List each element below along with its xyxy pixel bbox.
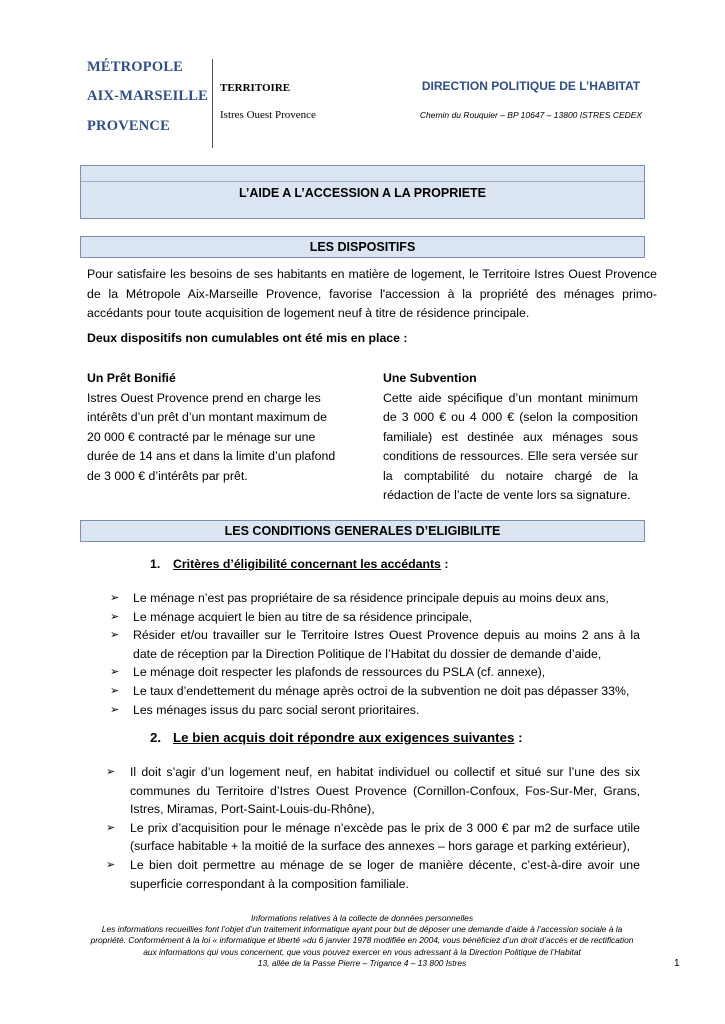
- org-name-line-3: PROVENCE: [87, 118, 170, 134]
- list-item: [110, 589, 640, 608]
- territory-name: Istres Ouest Provence: [220, 109, 316, 121]
- criteria-1-title: Critères d’éligibilité concernant les accédants: [173, 557, 441, 571]
- pret-bonifie-text: Istres Ouest Provence prend en charge les intérêts d’un prêt d’un montant maximum de 20 000 € contracté par le ménage sur une durée de 14 ans et dans la limite d’un plafond de 3 000 € d’intérêts par prêt.: [87, 390, 336, 483]
- list-item: [110, 682, 640, 701]
- two-devices-note: Deux dispositifs non cumulables ont été mis en place :: [87, 331, 408, 345]
- list-item: [110, 626, 640, 663]
- subvention-block: [383, 369, 638, 506]
- arrow-bullet-icon: ➢: [110, 610, 120, 623]
- criteria-2-suffix: :: [514, 730, 523, 745]
- arrow-bullet-icon: ➢: [110, 629, 120, 642]
- arrow-bullet-icon: ➢: [110, 592, 120, 604]
- list-item: [110, 701, 640, 720]
- section-conditions-header: [80, 520, 645, 542]
- arrow-bullet-icon: ➢: [110, 666, 120, 679]
- footer-heading: Informations relatives à la collecte de données personnelles: [250, 913, 474, 923]
- list-item-text: Le ménage n’est pas propriétaire de sa résidence principale depuis au moins deux ans,: [133, 591, 609, 605]
- list-item-text: Le ménage acquiert le bien au titre de sa résidence principale,: [133, 609, 473, 624]
- list-item: [110, 663, 640, 682]
- pret-bonifie-title: Un Prêt Bonifié: [87, 371, 176, 385]
- page-number: 1: [674, 958, 680, 969]
- section-conditions-title: LES CONDITIONS GENERALES D’ELIGIBILITE: [224, 524, 501, 538]
- arrow-bullet-icon: ➢: [106, 858, 116, 871]
- org-name-line-2: AIX-MARSEILLE: [87, 88, 209, 104]
- criteria-2-title: Le bien acquis doit répondre aux exigences suivantes: [173, 730, 515, 745]
- main-title: L’AIDE A L’ACCESSION A LA PROPRIETE: [238, 186, 486, 200]
- arrow-bullet-icon: ➢: [110, 703, 120, 716]
- title-box-divider: [81, 181, 644, 182]
- section-dispositifs-header: [80, 236, 645, 258]
- criteria-2-number: 2.: [150, 730, 162, 745]
- list-item-text: Résider et/ou travailler sur le Territoire Istres Ouest Provence depuis au moins 2 ans à la date de réception par la Direction Politique de l’Habitat du dossier de demande d’aide,: [133, 628, 640, 661]
- territory-label: TERRITOIRE: [220, 82, 291, 94]
- arrow-bullet-icon: ➢: [106, 766, 116, 778]
- list-item-text: Le bien doit permettre au ménage de se loger de manière décente, c’est-à-dire avoir une superficie correspondant à la composition familiale.: [130, 857, 640, 891]
- criteria-1-number: 1.: [150, 557, 161, 571]
- criteria-2-heading: [150, 730, 523, 745]
- pret-bonifie-block: [87, 369, 342, 486]
- list-item: [106, 763, 640, 819]
- org-name-line-1: MÉTROPOLE: [87, 59, 184, 75]
- list-item-text: Le prix d’acquisition pour le ménage n’excède pas le prix de 3 000 € par m2 de surface utile (surface habitable + la moitié de la surface des annexes – hors garage et parking extérieur),: [130, 820, 640, 854]
- list-item: [110, 608, 640, 627]
- arrow-bullet-icon: ➢: [106, 821, 116, 834]
- footer-notice: [87, 913, 637, 969]
- subvention-text: Cette aide spécifique d’un montant minimum de 3 000 € ou 4 000 € (selon la composition familiale) est destinée aux ménages sous conditions de ressources. Elle sera versée sur la comptabilité du notaire chargé de la rédaction de l’acte de vente lors sa signature.: [383, 390, 638, 502]
- direction-address: Chemin du Rouquier – BP 10647 – 13800 ISTRES CEDEX: [419, 110, 643, 120]
- criteria-1-suffix: :: [440, 557, 449, 571]
- header-divider: [212, 59, 213, 148]
- arrow-bullet-icon: ➢: [110, 684, 120, 697]
- main-title-box: [80, 165, 645, 219]
- list-item-text: Le taux d’endettement du ménage après octroi de la subvention ne doit pas dépasser 33%,: [133, 683, 630, 698]
- footer-address: 13, allée de la Passe Pierre – Trigance 4 – 13 800 Istres: [257, 957, 467, 968]
- subvention-title: Une Subvention: [383, 371, 477, 385]
- criteria-1-list: [110, 589, 640, 719]
- section-dispositifs-title: LES DISPOSITIFS: [309, 240, 416, 254]
- direction-title: DIRECTION POLITIQUE DE L’HABITAT: [421, 79, 641, 93]
- list-item: [106, 819, 640, 856]
- dispositifs-intro: Pour satisfaire les besoins de ses habitants en matière de logement, le Territoire Istres Ouest Provence de la Métropole Aix-Marseille Provence, favorise l'accession à la propriété des ménages primo-accédants pour toute acquisition de logement neuf à titre de résidence principale.: [87, 267, 657, 320]
- list-item-text: Il doit s’agir d’un logement neuf, en habitat individuel ou collectif et situé sur l’une des six communes du Territoire d’Istres Ouest Provence (Cornillon-Confoux, Fos-Sur-Mer, Grans, Istres, Miramas, Port-Saint-Louis-du-Rhône),: [130, 765, 640, 817]
- criteria-2-list: [106, 763, 640, 893]
- criteria-1-heading: [150, 557, 448, 571]
- list-item: [106, 856, 640, 893]
- list-item-text: Le ménage doit respecter les plafonds de ressources du PSLA (cf. annexe),: [133, 665, 546, 680]
- list-item-text: Les ménages issus du parc social seront prioritaires.: [133, 702, 420, 717]
- footer-body: Les informations recueillies font l’objet d’un traitement informatique ayant pour but de déposer une demande d’aide à l’accession sociale à la propriété. Conformément à la loi « informatique et liberté »du 6 janvier 1978 modifiée en 2004, vous bénéficiez d’un droit d’accès et de rectification aux informations qui vous concernent, que vous pouvez exercer en vous adressant à la Direction Politique de l’Habitat: [90, 924, 634, 957]
